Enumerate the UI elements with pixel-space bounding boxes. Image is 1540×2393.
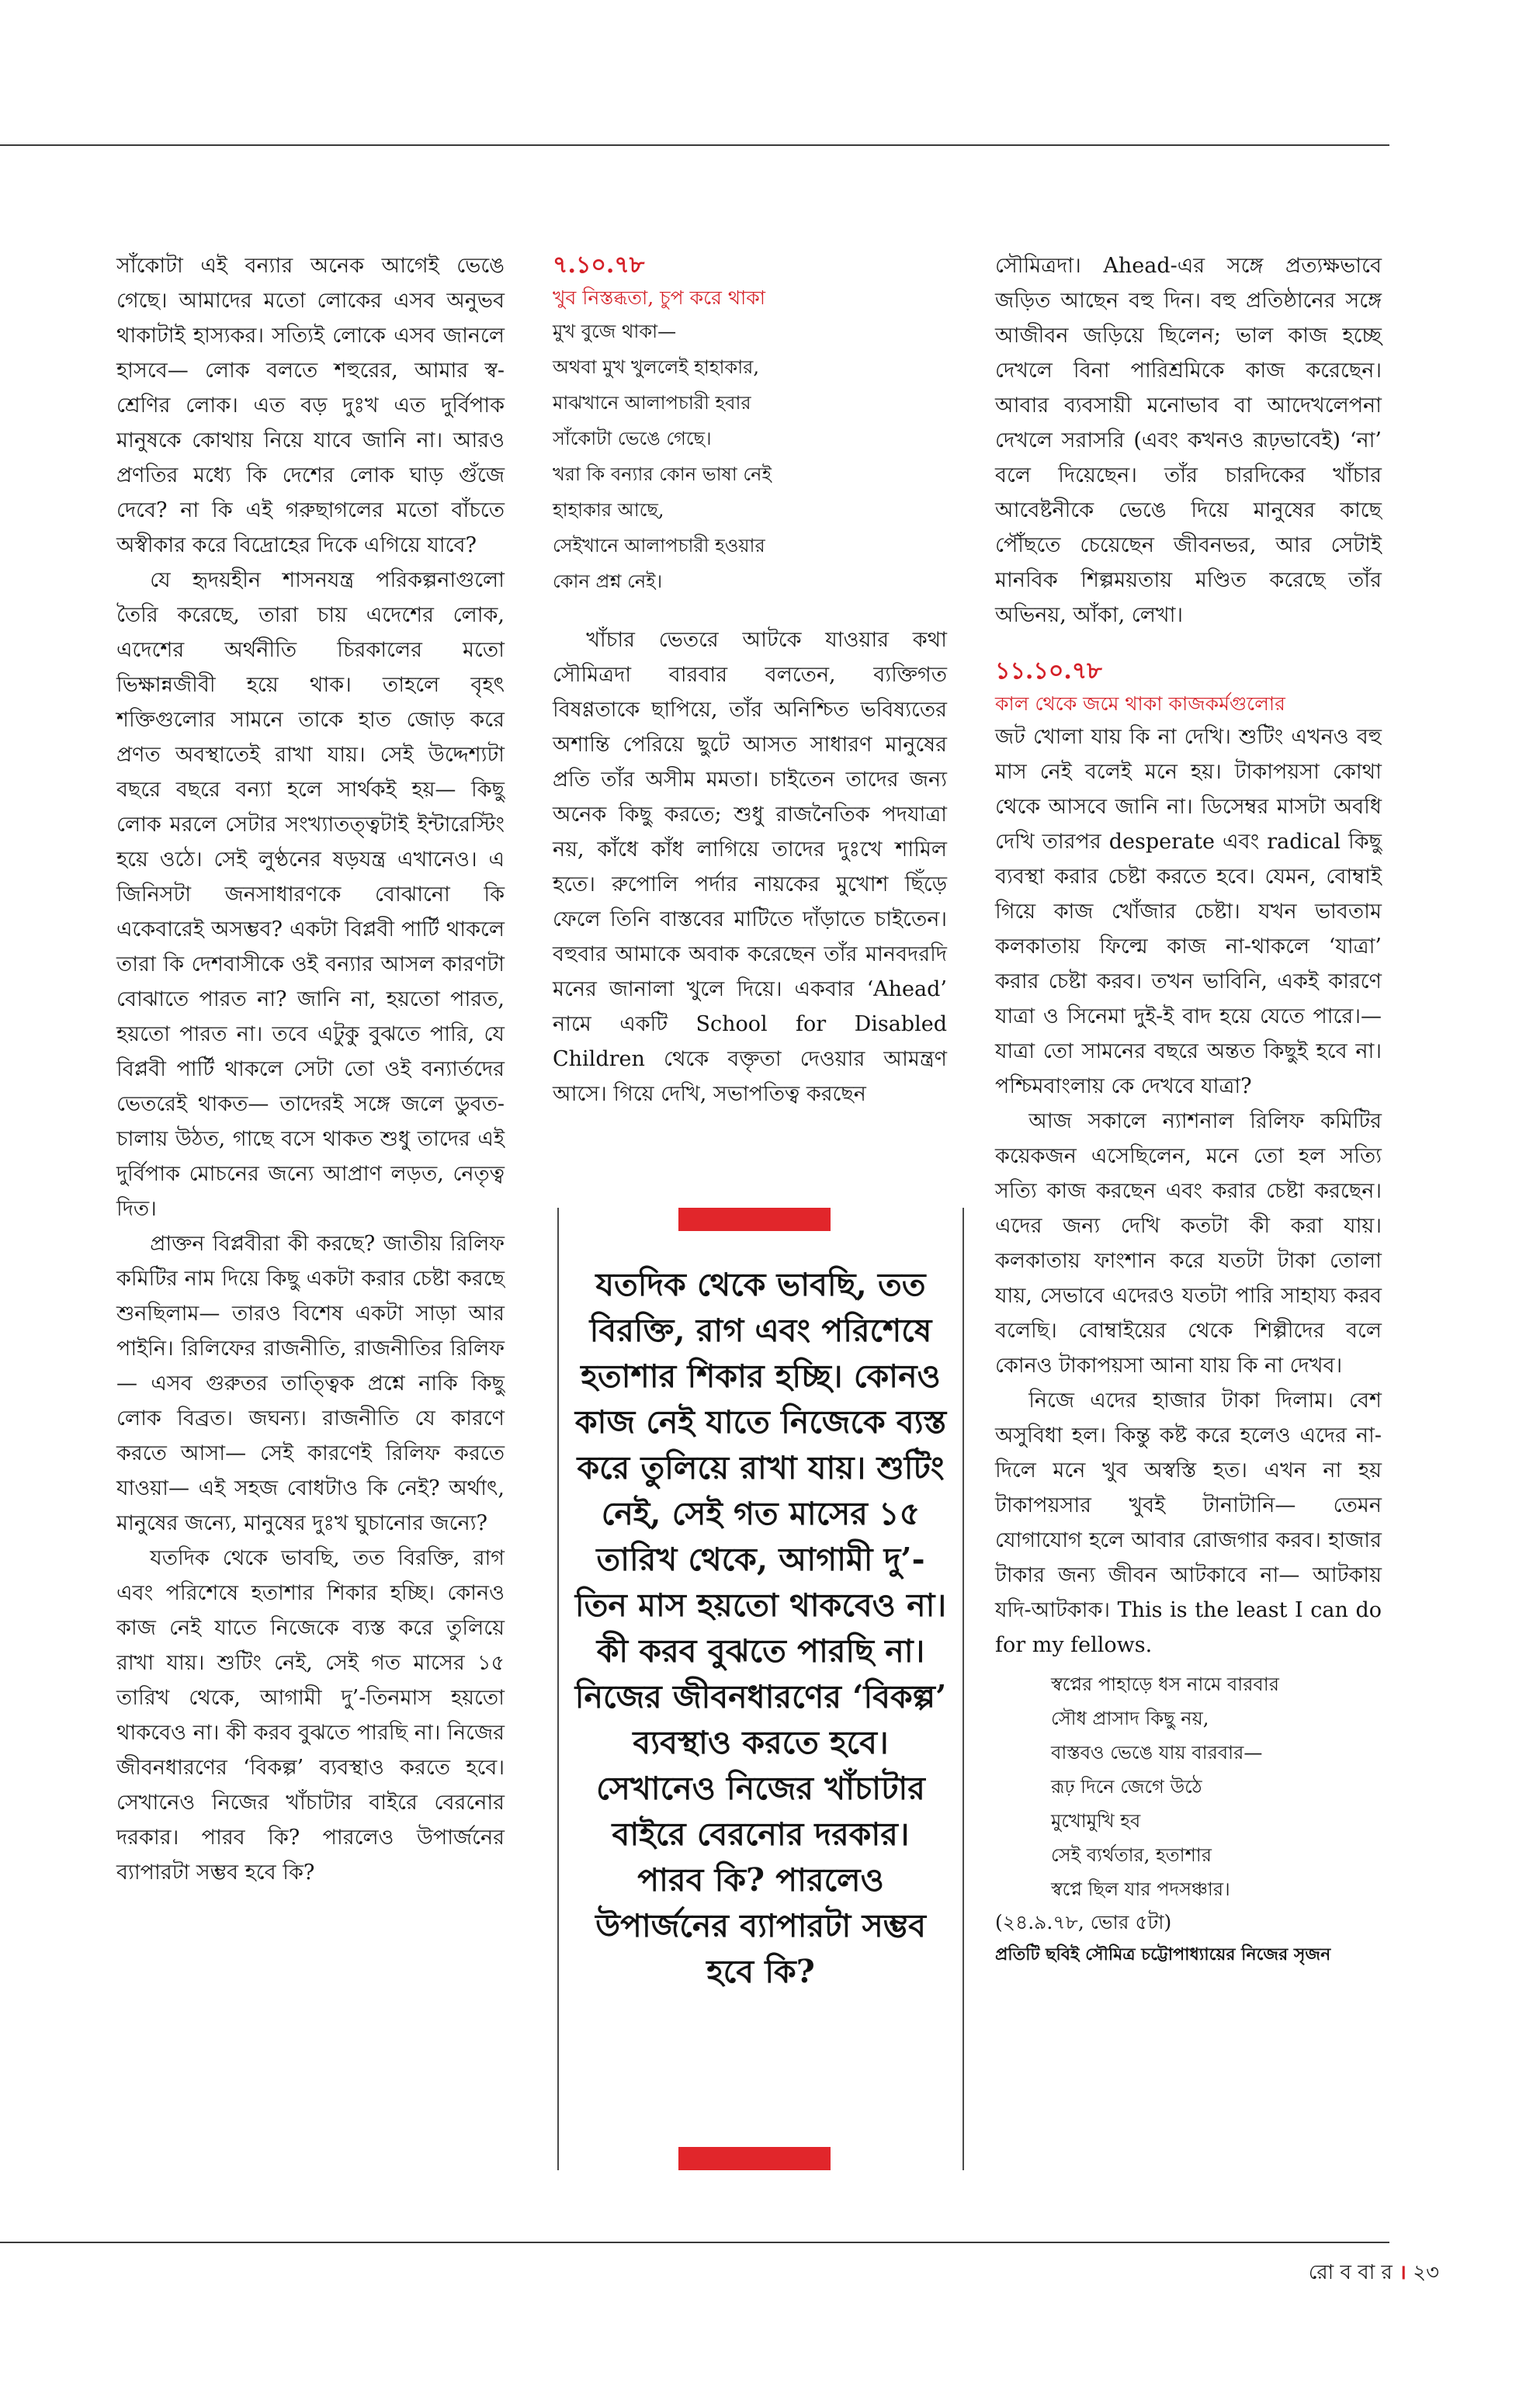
entry-subtitle-1: খুব নিস্তব্ধতা, চুপ করে থাকা xyxy=(553,286,765,309)
poem-line: মাঝখানে আলাপচারী হবার xyxy=(553,392,751,414)
middle-column xyxy=(553,248,947,1112)
right-entry-3: নিজে এদের হাজার টাকা দিলাম। বেশ অসুবিধা হল। কিন্তু কষ্ট করে হলেও এদের না-দিলে মনে খুব অস্বস্তি হত। এখন না হয় টাকাপয়সার খুবই টানাটানি— তেমন যোগাযোগ হলে আবার রোজগার করব। হাজার টাকার জন্য জীবন আটকাবে না— আটকায় যদি-আটকাক। This is the least I can do for my fellows. xyxy=(995,1389,1382,1657)
poem-line: রূঢ় দিনে জেগে উঠে xyxy=(1051,1776,1202,1798)
magazine-name: রো ব বা র xyxy=(1308,2261,1393,2284)
poem-1 xyxy=(553,314,947,599)
entry-subtitle-2: কাল থেকে জমে থাকা কাজকর্মগুলোর xyxy=(995,692,1285,715)
image-credit: প্রতিটি ছবিই সৌমিত্র চট্টোপাধ্যায়ের নিজের সৃজন xyxy=(995,1944,1331,1965)
left-para-1: সাঁকোটা এই বন্যার অনেক আগেই ভেঙে গেছে। আমাদের মতো লোকের এসব অনুভব থাকাটাই হাস্যকর। সত্যিই লোকে এসব জানলে হাসবে— লোক বলতে শহুরের, আমার স্ব-শ্রেণির লোক। এত বড় দুঃখ এত দুর্বিপাক মানুষকে কোথায় নিয়ে যাবে জানি না। আরও প্রণতির মধ্যে কি দেশের লোক ঘাড় গুঁজে দেবে? না কি এই গরুছাগলের মতো বাঁচতে অস্বীকার করে বিদ্রোহের দিকে এগিয়ে যাবে? xyxy=(116,254,505,557)
poem-line: সৌধ প্রাসাদ কিছু নয়, xyxy=(1051,1708,1209,1729)
poem-2 xyxy=(1051,1667,1382,1906)
pull-quote-top-bar xyxy=(678,1208,831,1231)
poem-line: স্বপ্নে ছিল যার পদসঞ্চার। xyxy=(1051,1878,1230,1900)
poem-line: স্বপ্নের পাহাড়ে ধস নামে বারবার xyxy=(1051,1673,1279,1695)
poem-line: হাহাকার আছে, xyxy=(553,499,664,521)
folio-separator: । xyxy=(1399,2261,1406,2284)
bottom-rule xyxy=(0,2242,1389,2243)
poem-line: অথবা মুখ খুললেই হাহাকার, xyxy=(553,356,759,378)
poem-signoff: (২৪.৯.৭৮, ভোর ৫টা) xyxy=(995,1911,1172,1933)
left-column xyxy=(116,248,505,1890)
pull-quote-box xyxy=(557,1208,964,2170)
middle-para: খাঁচার ভেতরে আটকে যাওয়ার কথা সৌমিত্রদা বারবার বলতেন, ব্যক্তিগত বিষণ্ণতাকে ছাপিয়ে, তাঁর অনিশ্চিত ভবিষ্যতের অশান্তি পেরিয়ে ছুটে আসত সাধারণ মানুষের প্রতি তাঁর অসীম মমতা। চাইতেন তাদের জন্য অনেক কিছু করতে; শুধু রাজনৈতিক পদযাত্রা নয়, কাঁধে কাঁধ লাগিয়ে তাদের দুঃখে শামিল হতে। রুপোলি পর্দার নায়কের মুখোশ ছিঁড়ে ফেলে তিনি বাস্তবের মাটিতে দাঁড়াতে চাইতেন। বহুবার আমাকে অবাক করেছেন তাঁর মানবদরদি মনের জানালা খুলে দিয়ে। একবার ‘Ahead’ নামে একটি School for Disabled Children থেকে বক্তৃতা দেওয়ার আমন্ত্রণ আসে। গিয়ে দেখি, সভাপতিত্ব করছেন xyxy=(553,628,947,1106)
right-column xyxy=(995,248,1382,1970)
poem-line: মুখোমুখি হব xyxy=(1051,1810,1141,1832)
right-entry-1: জট খোলা যায় কি না দেখি। শুটিং এখনও বহু মাস নেই বলেই মনে হয়। টাকাপয়সা কোথা থেকে আসবে জানি না। ডিসেম্বর মাসটা অবধি দেখি তারপর desperate এবং radical কিছু ব্যবস্থা করার চেষ্টা করতে হবে। যেমন, বোম্বাই গিয়ে কাজ খোঁজার চেষ্টা। যখন ভাবতাম কলকাতায় ফিল্মে কাজ না-থাকলে ‘যাত্রা’ করার চেষ্টা করব। তখন ভাবিনি, একই কারণে যাত্রা ও সিনেমা দুই-ই বাদ হয়ে যেতে পারে।— যাত্রা তো সামনের বছরে অন্তত কিছুই হবে না। পশ্চিমবাংলায় কে দেখবে যাত্রা? xyxy=(995,725,1382,1098)
poem-line: সেই ব্যর্থতার, হতাশার xyxy=(1051,1844,1212,1866)
poem-line: খরা কি বন্যার কোন ভাষা নেই xyxy=(553,463,772,485)
page-folio xyxy=(1309,2257,1439,2288)
left-para-2: যে হৃদয়হীন শাসনযন্ত্র পরিকল্পনাগুলো তৈরি করেছে, তারা চায় এদেশের লোক, এদেশের অর্থনীতি চিরকালের মতো ভিক্ষান্নজীবী হয়ে থাক। তাহলে বৃহৎ শক্তিগুলোর সামনে তাকে হাত জোড় করে প্রণত অবস্থাতেই রাখা যায়। সেই উদ্দেশ্যটা বছরে বছরে বন্যা হলে সার্থকই হয়— কিছু লোক মরলে সেটার সংখ্যাতত্ত্বটাই ইন্টারেস্টিং হয়ে ওঠে। সেই লুণ্ঠনের ষড়যন্ত্র এখানেও। এ জিনিসটা জনসাধারণকে বোঝানো কি একেবারেই অসম্ভব? একটা বিপ্লবী পার্টি থাকলে তারা কি দেশবাসীকে ওই বন্যার আসল কারণটা বোঝাতে পারত না? জানি না, হয়তো পারত, হয়তো পারত না। তবে এটুকু বুঝতে পারি, যে বিপ্লবী পার্টি থাকলে সেটা তো ওই বন্যার্তদের ভেতরেই থাকত— তাদেরই সঙ্গে জলে ডুবত-চালায় উঠত, গাছে বসে থাকত শুধু তাদের এই দুর্বিপাক মোচনের জন্যে আপ্রাণ লড়ত, নেতৃত্ব দিত। xyxy=(116,568,505,1221)
pull-quote-bottom-bar xyxy=(678,2147,831,2170)
right-entry-2: আজ সকালে ন্যাশনাল রিলিফ কমিটির কয়েকজন এসেছিলেন, মনে তো হল সত্যি সত্যি কাজ করছেন এবং করার চেষ্টা করছেন। এদের জন্য দেখি কতটা কী করা যায়। কলকাতায় ফাংশান করে যতটা টাকা তোলা যায়, সেভাবে এদেরও যতটা পারি সাহায্য করব বলেছি। বোম্বাইয়ের থেকে শিল্পীদের বলে কোনও টাকাপয়সা আনা যায় কি না দেখব। xyxy=(995,1109,1382,1378)
poem-line: কোন প্রশ্ন নেই। xyxy=(553,571,663,592)
poem-line: মুখ বুজে থাকা— xyxy=(553,321,677,342)
pull-quote-text: যতদিক থেকে ভাবছি, তত বিরক্তি, রাগ এবং পরিশেষে হতাশার শিকার হচ্ছি। কোনও কাজ নেই যাতে নিজেকে ব্যস্ত করে তুলিয়ে রাখা যায়। শুটিং নেই, সেই গত মাসের ১৫ তারিখ থেকে, আগামী দু’-তিন মাস হয়তো থাকবেও না। কী করব বুঝতে পারছি না। নিজের জীবনধারণের ‘বিকল্প’ ব্যবস্থাও করতে হবে। সেখানেও নিজের খাঁচাটার বাইরে বেরনোর দরকার। পারব কি? পারলেও উপার্জনের ব্যাপারটা সম্ভব হবে কি? xyxy=(574,1266,947,1990)
left-para-4: যতদিক থেকে ভাবছি, তত বিরক্তি, রাগ এবং পরিশেষে হতাশার শিকার হচ্ছি। কোনও কাজ নেই যাতে নিজেকে ব্যস্ত করে তুলিয়ে রাখা যায়। শুটিং নেই, সেই গত মাসের ১৫ তারিখ থেকে, আগামী দু’-তিনমাস হয়তো থাকবেও না। কী করব বুঝতে পারছি না। নিজের জীবনধারণের ‘বিকল্প’ ব্যবস্থাও করতে হবে। সেখানেও নিজের খাঁচাটার বাইরে বেরনোর দরকার। পারব কি? পারলেও উপার্জনের ব্যাপারটা সম্ভব হবে কি? xyxy=(116,1546,505,1885)
entry-date-1: ৭.১০.৭৮ xyxy=(553,251,645,279)
top-rule xyxy=(0,144,1389,146)
right-para-1: সৌমিত্রদা। Ahead-এর সঙ্গে প্রত্যক্ষভাবে জড়িত আছেন বহু দিন। বহু প্রতিষ্ঠানের সঙ্গে আজীবন জড়িয়ে ছিলেন; ভাল কাজ হচ্ছে দেখলে বিনা পারিশ্রমিকে কাজ করেছেন। আবার ব্যবসায়ী মনোভাব বা আদেখলেপনা দেখলে সরাসরি (এবং কখনও রূঢ়ভাবেই) ‘না’ বলে দিয়েছেন। তাঁর চারদিকের খাঁচার আবেষ্টনীকে ভেঙে দিয়ে মানুষের কাছে পৌঁছতে চেয়েছেন জীবনভর, আর সেটাই মানবিক শিল্পময়তায় মণ্ডিত করেছে তাঁর অভিনয়, আঁকা, লেখা। xyxy=(995,254,1382,627)
poem-line: সাঁকোটা ভেঙে গেছে। xyxy=(553,428,712,449)
poem-line: সেইখানে আলাপচারী হওয়ার xyxy=(553,535,765,557)
poem-line: বাস্তবও ভেঙে যায় বারবার— xyxy=(1051,1742,1263,1764)
entry-date-2: ১১.১০.৭৮ xyxy=(995,657,1102,685)
left-para-3: প্রাক্তন বিপ্লবীরা কী করছে? জাতীয় রিলিফ কমিটির নাম দিয়ে কিছু একটা করার চেষ্টা করছে শুনছিলাম— তারও বিশেষ একটা সাড়া আর পাইনি। রিলিফের রাজনীতি, রাজনীতির রিলিফ— এসব গুরুতর তাত্ত্বিক প্রশ্নে নাকি কিছু লোক বিব্রত। জঘন্য। রাজনীতি যে কারণে করতে আসা— সেই কারণেই রিলিফ করতে যাওয়া— এই সহজ বোধটাও কি নেই? অর্থাৎ, মানুষের জন্যে, মানুষের দুঃখ ঘুচানোর জন্যে? xyxy=(116,1232,505,1535)
page-number: ২৩ xyxy=(1413,2261,1439,2284)
